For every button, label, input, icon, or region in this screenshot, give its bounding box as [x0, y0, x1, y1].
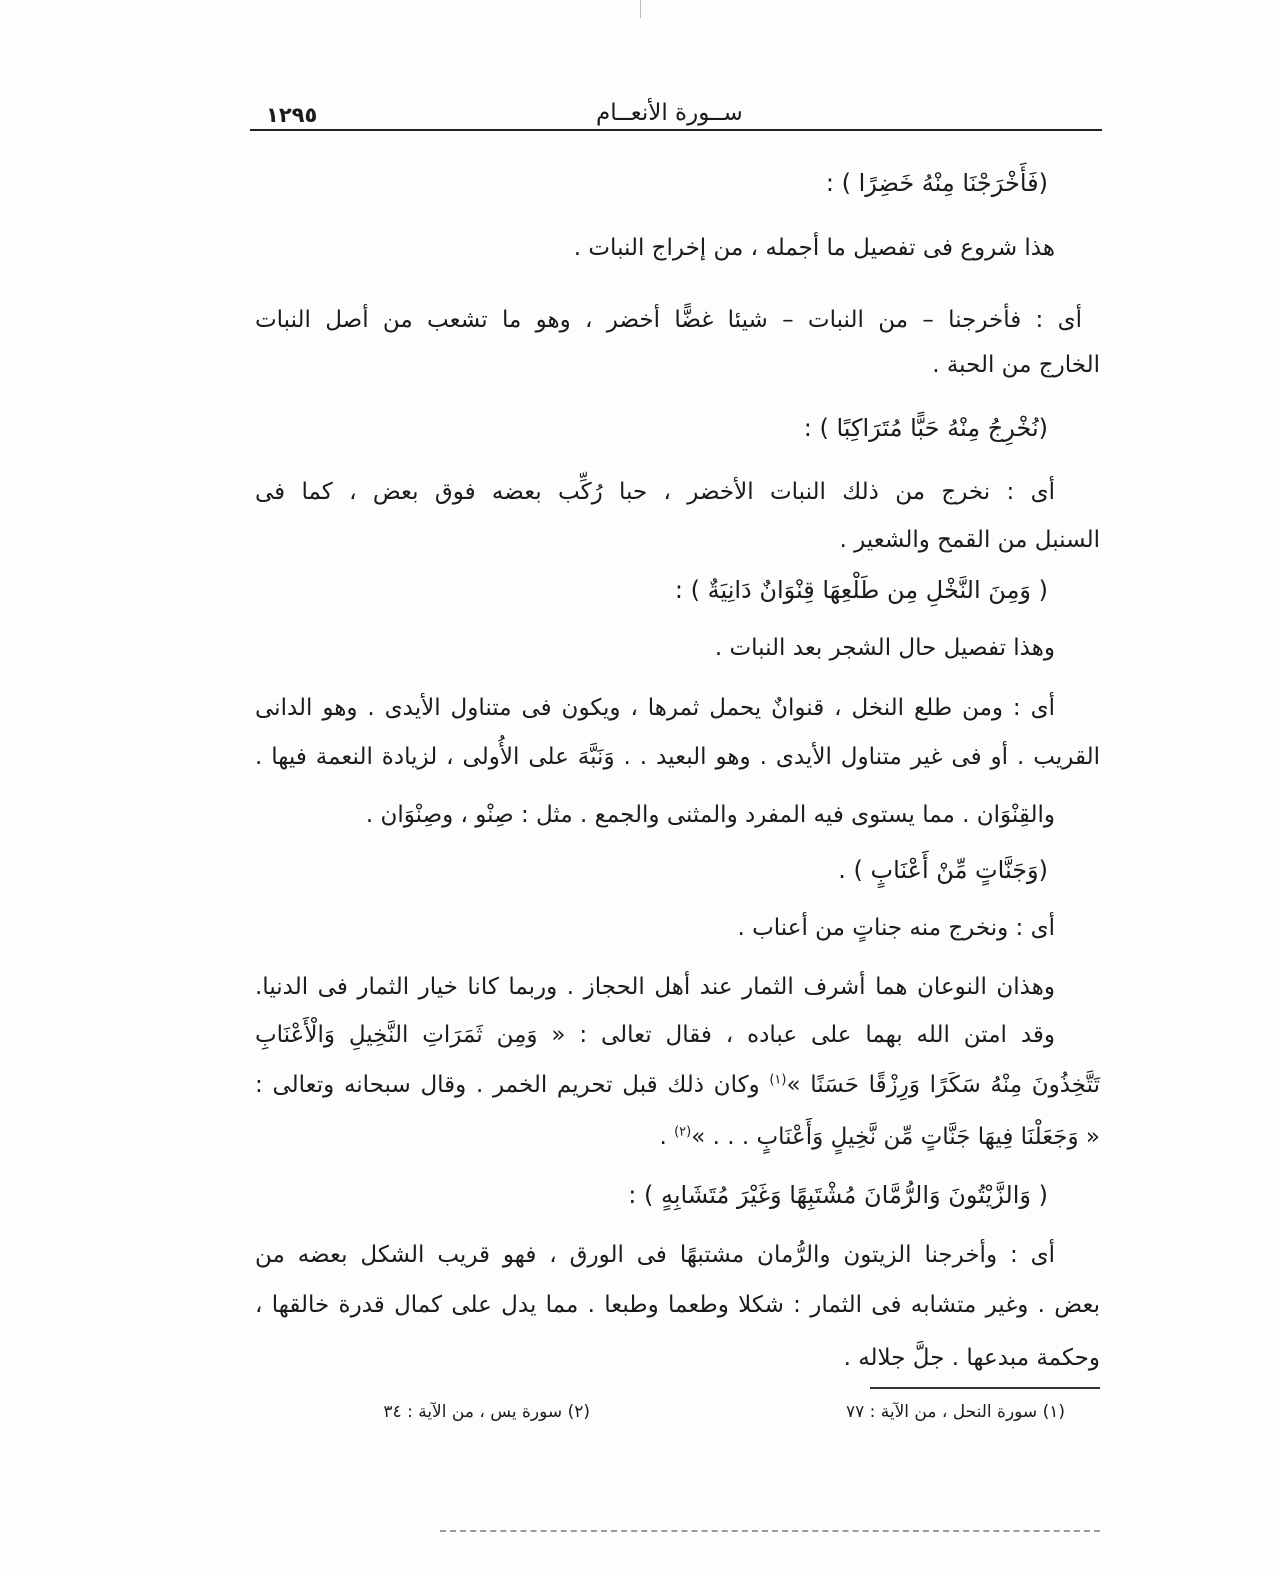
commentary-line: بعض . وغير متشابه فى الثمار : شكلا وطعما وطبعا . مما يدل على كمال قدرة خالقها ،	[255, 1292, 1100, 1318]
running-title: ســورة الأنعــام	[596, 100, 743, 126]
commentary-text: .	[659, 1124, 675, 1150]
commentary-line: وهذان النوعان هما أشرف الثمار عند أهل الحجاز . وربما كانا خيار الثمار فى الدنيا.	[255, 974, 1055, 1000]
commentary-line: وهذا تفصيل حال الشجر بعد النبات .	[714, 635, 1055, 661]
commentary-line	[255, 1117, 1100, 1157]
commentary-line: أى : ونخرج منه جناتٍ من أعناب .	[737, 915, 1055, 941]
commentary-line: أى : وأخرجنا الزيتون والرُّمان مشتبهًا فى الورق ، فهو قريب الشكل بعضه من	[255, 1242, 1055, 1268]
commentary-line: القريب . أو فى غير متناول الأيدى . وهو البعيد . . وَنَبَّهَ على الأُولى ، لزيادة النعمة فيها .	[255, 744, 1100, 770]
commentary-line	[255, 1065, 1100, 1105]
verse-line: ( وَالزَّيْتُونَ وَالرُّمَّانَ مُشْتَبِهًا وَغَيْرَ مُتَشَابِهٍ ) :	[628, 1181, 1048, 1209]
footnote-ref: (١)	[769, 1072, 787, 1088]
commentary-line: هذا شروع فى تفصيل ما أجمله ، من إخراج النبات .	[573, 235, 1055, 261]
commentary-line: أى : ومن طلع النخل ، قنوانٌ يحمل ثمرها ، ويكون فى متناول الأيدى . وهو الدانى	[255, 695, 1055, 721]
commentary-line: وقد امتن الله بهما على عباده ، فقال تعالى : « وَمِن ثَمَرَاتِ النَّخِيلِ وَالْأَعْنَابِ	[255, 1022, 1055, 1048]
scan-mark	[640, 0, 641, 18]
verse-line: (نُخْرِجُ مِنْهُ حَبًّا مُتَرَاكِبًا ) :	[803, 414, 1048, 442]
commentary-line: وحكمة مبدعها . جلَّ جلاله .	[843, 1345, 1100, 1371]
commentary-line: السنبل من القمح والشعير .	[839, 527, 1100, 553]
footnote: (٢) سورة يس ، من الآية : ٣٤	[383, 1402, 590, 1422]
commentary-text: وكان ذلك قبل تحريم الخمر . وقال سبحانه وتعالى :	[255, 1072, 770, 1098]
footnote-rule	[870, 1387, 1100, 1389]
quote-text: « وَجَعَلْنَا فِيهَا جَنَّاتٍ مِّن نَّخِيلٍ وَأَعْنَابٍ . . . »	[691, 1124, 1100, 1150]
header-rule	[250, 129, 1102, 131]
verse-line: ( وَمِنَ النَّخْلِ مِن طَلْعِهَا قِنْوَانٌ دَانِيَةٌ ) :	[674, 576, 1048, 604]
commentary-line: الخارج من الحبة .	[932, 352, 1100, 378]
quote-text: تَتَّخِذُونَ مِنْهُ سَكَرًا وَرِزْقًا حَسَنًا »	[786, 1072, 1100, 1098]
footnote-ref: (٢)	[674, 1124, 692, 1140]
verse-line: (فَأَخْرَجْنَا مِنْهُ خَضِرًا ) :	[825, 169, 1048, 197]
commentary-line: والقِنْوَان . مما يستوى فيه المفرد والمثنى والجمع . مثل : صِنْو ، وصِنْوَان .	[365, 802, 1055, 828]
verse-line: (وَجَنَّاتٍ مِّنْ أَعْنَابٍ ) .	[838, 856, 1048, 884]
scan-edge-line	[440, 1530, 1100, 1532]
footnote: (١) سورة النحل ، من الآية : ٧٧	[845, 1402, 1065, 1422]
commentary-line: أى : فأخرجنا – من النبات – شيئا غضًّا أخضر ، وهو ما تشعب من أصل النبات	[255, 307, 1082, 333]
commentary-line: أى : نخرج من ذلك النبات الأخضر ، حبا رُكِّب بعضه فوق بعض ، كما فى	[255, 479, 1055, 505]
page-number: ١٢٩٥	[266, 103, 318, 127]
